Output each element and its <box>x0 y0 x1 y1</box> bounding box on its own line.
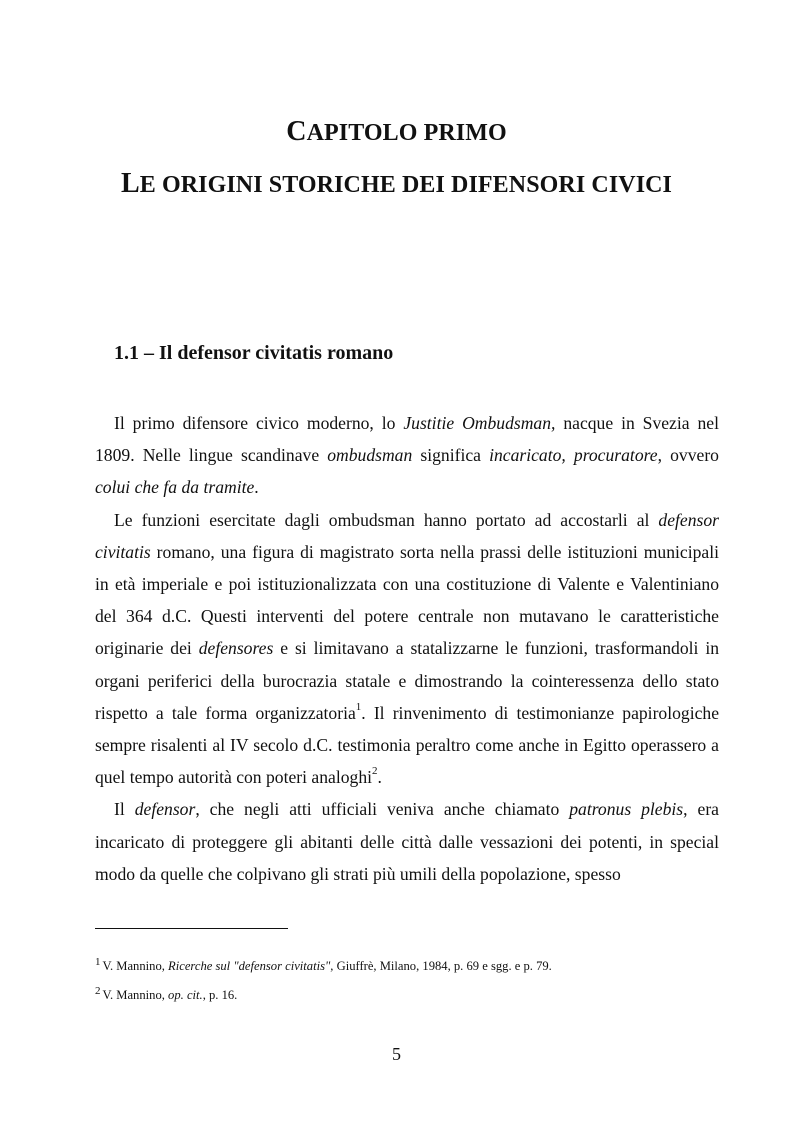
footnote-1 <box>95 956 552 974</box>
text-run: nacque in Svezia nel 1809. Nelle lingue scandinave <box>95 413 719 466</box>
text-run: , ovvero <box>657 445 719 466</box>
text-run: Le funzioni esercitate dagli ombudsman hanno portato ad accostarli al <box>114 509 659 530</box>
italic-run: defensor civitatis <box>95 509 719 562</box>
section-title: 1.1 – Il defensor civitatis romano <box>114 342 394 364</box>
text-run: , p. 16. <box>202 988 238 1002</box>
text-run: . Il rinvenimento di testimonianze papirologiche sempre risalenti al IV secolo d.C. testimonia peraltro come anche in Egitto operassero a quel tempo autorità con poteri analoghi <box>95 702 720 788</box>
text-run: . <box>377 767 382 788</box>
italic-run: patronus plebis <box>569 799 684 820</box>
italic-run: defensores <box>198 638 274 659</box>
italic-run: op. cit. <box>168 988 203 1002</box>
text-run: V. Mannino, <box>102 959 169 973</box>
body-text <box>95 407 719 890</box>
footnote-ref-2[interactable]: 2 <box>372 765 378 778</box>
footnote-ref-1[interactable]: 1 <box>355 700 362 713</box>
text-run: . <box>254 477 259 498</box>
text-run: , che negli atti ufficiali veniva anche chiamato <box>195 799 570 820</box>
italic-run: colui che fa da tramite <box>95 477 255 498</box>
text-run: , Giuffrè, Milano, 1984, p. 69 e sgg. e p. 79. <box>330 959 552 973</box>
italic-run: Ricerche sul "defensor civitatis" <box>168 959 331 973</box>
chapter-title <box>0 168 793 200</box>
text-run: e si limitavano a statalizzarne le funzioni, trasformandoli in organi periferici della burocrazia statale e dimostrando la cointeressenza dello stato rispetto a tale forma organizzatoria <box>95 638 719 723</box>
text-run: Il <box>114 799 135 820</box>
footnote-number: 2 <box>95 985 101 997</box>
chapter-title-rest: E ORIGINI STORICHE DEI DIFENSORI CIVICI <box>139 172 673 198</box>
italic-run: defensor <box>134 799 196 820</box>
text-run: romano, una figura di magistrato sorta nella prassi delle istituzioni municipali in età imperiale e poi istituzionalizzata con una costituzione di Valente e Valentiniano del 364 d.C. Questi interventi del potere centrale non mutavano le caratteristiche originarie dei <box>95 541 719 659</box>
italic-run: ombudsman <box>327 445 413 466</box>
chapter-heading-rest: APITOLO PRIMO <box>306 120 507 146</box>
footnote-2 <box>95 985 237 1003</box>
text-run: V. Mannino, <box>102 988 169 1002</box>
italic-run: Justitie Ombudsman, <box>403 413 556 433</box>
paragraph-2 <box>95 504 719 794</box>
paragraph-1 <box>95 407 719 504</box>
footnote-separator <box>95 928 288 929</box>
chapter-heading-initial: C <box>286 116 307 147</box>
text-run: Il primo difensore civico moderno, lo <box>114 413 404 433</box>
page-number: 5 <box>392 1044 401 1064</box>
paragraph-3 <box>95 793 719 890</box>
text-run: significa <box>412 445 490 466</box>
italic-run: incaricato, procuratore <box>489 445 658 466</box>
chapter-heading <box>0 116 793 148</box>
text-run: , era incaricato di proteggere gli abitanti delle città dalle vessazioni dei potenti, in special modo da quelle che colpivano gli strati più umili della popolazione, spesso <box>95 799 719 884</box>
footnote-number: 1 <box>95 956 101 968</box>
chapter-title-initial: L <box>120 168 140 199</box>
